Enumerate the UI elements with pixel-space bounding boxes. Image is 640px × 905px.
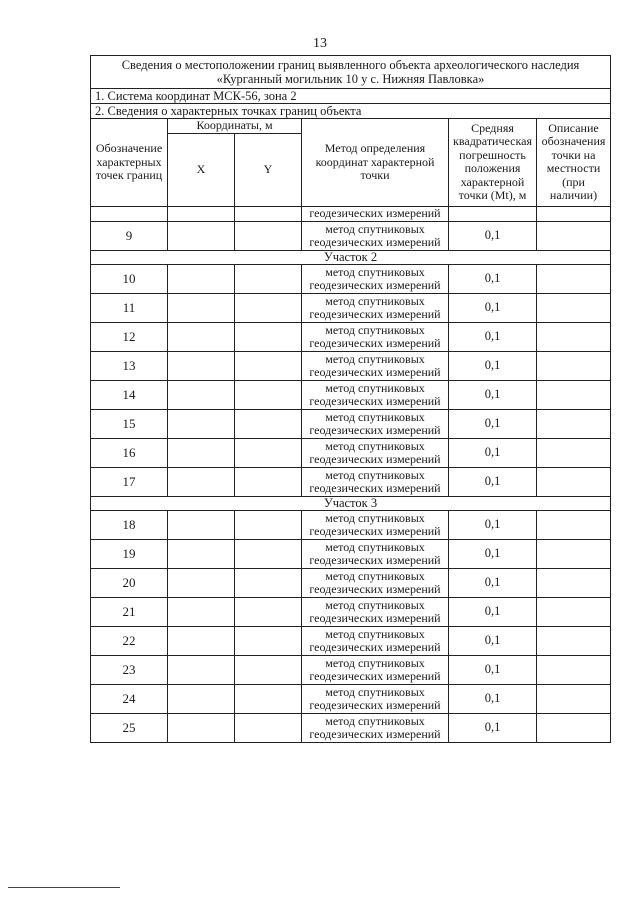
section-a-title: Участок 2: [91, 250, 611, 264]
page-number: 13: [313, 36, 327, 51]
continued-method-text: геодезических измерений: [302, 206, 449, 221]
point-description: [537, 539, 611, 568]
method-cell: [302, 626, 449, 655]
coordinate-y: [235, 568, 302, 597]
point-description: [537, 221, 611, 250]
method-cell: [302, 293, 449, 322]
table-row: [91, 568, 611, 597]
method-line-2: геодезических измерений: [309, 552, 441, 567]
method-cell: [302, 380, 449, 409]
accuracy-value: 0,1: [449, 713, 537, 742]
section-a-row: [91, 250, 611, 264]
method-line-2: геодезических измерений: [309, 726, 441, 741]
point-description: [537, 655, 611, 684]
point-description: [537, 713, 611, 742]
accuracy-value: 0,1: [449, 655, 537, 684]
method-line-2: геодезических измерений: [309, 523, 441, 538]
accuracy-value: 0,1: [449, 409, 537, 438]
table-row: [91, 713, 611, 742]
point-number: 12: [91, 322, 168, 351]
coordinate-x: [168, 684, 235, 713]
method-line-2: геодезических измерений: [309, 697, 441, 712]
table-row: [91, 467, 611, 496]
coordinate-x: [168, 351, 235, 380]
coordinate-y: [235, 322, 302, 351]
accuracy-value: 0,1: [449, 568, 537, 597]
coordinate-x: [168, 293, 235, 322]
accuracy-value: 0,1: [449, 438, 537, 467]
coordinate-y: [235, 380, 302, 409]
accuracy-value: 0,1: [449, 510, 537, 539]
method-line-1: метод спутниковых: [325, 539, 425, 554]
point-number: 24: [91, 684, 168, 713]
coordinate-x: [168, 713, 235, 742]
accuracy-value: 0,1: [449, 626, 537, 655]
method-line-1: метод спутниковых: [325, 322, 425, 337]
point-number: 9: [91, 221, 168, 250]
header-row-1: [91, 119, 611, 134]
method-line-2: геодезических измерений: [309, 335, 441, 350]
method-cell: [302, 713, 449, 742]
method-cell: [302, 684, 449, 713]
point-description: [537, 351, 611, 380]
method-cell: [302, 409, 449, 438]
point-number: 19: [91, 539, 168, 568]
table-row: [91, 438, 611, 467]
boundary-points-table: [90, 55, 611, 743]
method-cell: [302, 539, 449, 568]
coordinate-y: [235, 351, 302, 380]
point-description: [537, 438, 611, 467]
method-line-1: метод спутниковых: [325, 351, 425, 366]
method-line-1: метод спутниковых: [325, 438, 425, 453]
table-row: [91, 626, 611, 655]
table-row: [91, 684, 611, 713]
point-number: 23: [91, 655, 168, 684]
coordinate-x: [168, 539, 235, 568]
point-number: 22: [91, 626, 168, 655]
coordinate-y: [235, 221, 302, 250]
table-row: [91, 539, 611, 568]
table-title-line-1: Сведения о местоположении границ выявленного объекта археологического наследия: [121, 58, 580, 72]
method-line-1: метод спутниковых: [325, 264, 425, 279]
table-title: [91, 56, 611, 89]
method-cell: [302, 568, 449, 597]
method-line-2: геодезических измерений: [309, 364, 441, 379]
coordinate-x: [168, 221, 235, 250]
table-row: [91, 409, 611, 438]
header-x: X: [168, 133, 235, 206]
section-b-row: [91, 496, 611, 510]
point-number: 17: [91, 467, 168, 496]
header-designation: Обозначение характерных точек границ: [91, 119, 168, 207]
table-row: [91, 293, 611, 322]
table-row: [91, 655, 611, 684]
point-number: 10: [91, 264, 168, 293]
accuracy-value: 0,1: [449, 467, 537, 496]
accuracy-value: 0,1: [449, 597, 537, 626]
method-line-1: метод спутниковых: [325, 568, 425, 583]
accuracy-value: 0,1: [449, 293, 537, 322]
coordinate-x: [168, 322, 235, 351]
method-line-1: метод спутниковых: [325, 221, 425, 236]
coordinate-x: [168, 264, 235, 293]
point-number: 20: [91, 568, 168, 597]
header-coordinates: Координаты, м: [168, 119, 302, 134]
accuracy-value: 0,1: [449, 351, 537, 380]
method-line-1: метод спутниковых: [325, 684, 425, 699]
method-line-2: геодезических измерений: [309, 277, 441, 292]
header-y: Y: [235, 133, 302, 206]
method-line-1: метод спутниковых: [325, 655, 425, 670]
point-description: [537, 293, 611, 322]
coordinate-y: [235, 293, 302, 322]
table-title-line-2: «Курганный могильник 10 у с. Нижняя Павловка»: [216, 72, 485, 86]
method-line-1: метод спутниковых: [325, 380, 425, 395]
table-title-row: [91, 56, 611, 89]
method-line-2: геодезических измерений: [309, 480, 441, 495]
footnote-separator: [8, 887, 120, 888]
points-info-row: [91, 104, 611, 119]
coordinate-y: [235, 438, 302, 467]
method-cell: [302, 322, 449, 351]
accuracy-value: 0,1: [449, 380, 537, 409]
method-line-1: метод спутниковых: [325, 713, 425, 728]
accuracy-value: 0,1: [449, 221, 537, 250]
table-row: [91, 380, 611, 409]
coordinate-y: [235, 626, 302, 655]
method-cell: [302, 655, 449, 684]
coordinate-x: [168, 626, 235, 655]
coordinate-y: [235, 539, 302, 568]
coordinate-y: [235, 409, 302, 438]
coordinate-y: [235, 510, 302, 539]
point-description: [537, 467, 611, 496]
accuracy-value: 0,1: [449, 322, 537, 351]
coordinate-x: [168, 597, 235, 626]
method-cell: [302, 510, 449, 539]
point-description: [537, 597, 611, 626]
coordinate-system: 1. Система координат МСК-56, зона 2: [91, 89, 611, 104]
point-number: 25: [91, 713, 168, 742]
method-line-1: метод спутниковых: [325, 626, 425, 641]
table-row: [91, 264, 611, 293]
point-description: [537, 510, 611, 539]
method-cell: [302, 467, 449, 496]
method-cell: [302, 438, 449, 467]
method-line-2: геодезических измерений: [309, 422, 441, 437]
method-line-2: геодезических измерений: [309, 234, 441, 249]
method-line-1: метод спутниковых: [325, 467, 425, 482]
accuracy-value: 0,1: [449, 539, 537, 568]
method-line-2: геодезических измерений: [309, 639, 441, 654]
method-cell: [302, 264, 449, 293]
coordinate-y: [235, 467, 302, 496]
table-row: [91, 351, 611, 380]
method-line-2: геодезических измерений: [309, 306, 441, 321]
coordinate-x: [168, 655, 235, 684]
method-line-2: геодезических измерений: [309, 393, 441, 408]
point-description: [537, 322, 611, 351]
table-row: [91, 221, 611, 250]
header-accuracy: Средняя квадратическая погрешность положения характерной точки (Mt), м: [449, 119, 537, 207]
document-sheet: [90, 55, 610, 743]
point-description: [537, 264, 611, 293]
point-description: [537, 684, 611, 713]
method-cell: [302, 597, 449, 626]
coordinate-x: [168, 467, 235, 496]
point-number: 21: [91, 597, 168, 626]
point-number: 18: [91, 510, 168, 539]
point-number: 15: [91, 409, 168, 438]
method-line-2: геодезических измерений: [309, 668, 441, 683]
table-row: [91, 597, 611, 626]
coordinate-y: [235, 713, 302, 742]
point-description: [537, 409, 611, 438]
accuracy-value: 0,1: [449, 684, 537, 713]
coordinate-system-row: [91, 89, 611, 104]
point-description: [537, 626, 611, 655]
point-number: 14: [91, 380, 168, 409]
method-line-1: метод спутниковых: [325, 510, 425, 525]
header-method: Метод определения координат характерной точки: [302, 119, 449, 207]
coordinate-y: [235, 655, 302, 684]
coordinate-x: [168, 409, 235, 438]
point-description: [537, 380, 611, 409]
method-cell: [302, 351, 449, 380]
section-b-title: Участок 3: [91, 496, 611, 510]
point-number: 11: [91, 293, 168, 322]
coordinate-y: [235, 597, 302, 626]
method-line-1: метод спутниковых: [325, 293, 425, 308]
coordinate-x: [168, 510, 235, 539]
point-number: 16: [91, 438, 168, 467]
accuracy-value: 0,1: [449, 264, 537, 293]
coordinate-y: [235, 264, 302, 293]
continued-row: [91, 206, 611, 221]
points-info-title: 2. Сведения о характерных точках границ объекта: [91, 104, 611, 119]
table-row: [91, 510, 611, 539]
method-line-1: метод спутниковых: [325, 409, 425, 424]
coordinate-x: [168, 380, 235, 409]
coordinate-x: [168, 568, 235, 597]
coordinate-x: [168, 438, 235, 467]
method-cell: [302, 221, 449, 250]
method-line-2: геодезических измерений: [309, 451, 441, 466]
method-line-1: метод спутниковых: [325, 597, 425, 612]
point-number: 13: [91, 351, 168, 380]
method-line-2: геодезических измерений: [309, 610, 441, 625]
table-row: [91, 322, 611, 351]
header-description: Описание обозначения точки на местности (при наличии): [537, 119, 611, 207]
point-description: [537, 568, 611, 597]
coordinate-y: [235, 684, 302, 713]
method-line-2: геодезических измерений: [309, 581, 441, 596]
